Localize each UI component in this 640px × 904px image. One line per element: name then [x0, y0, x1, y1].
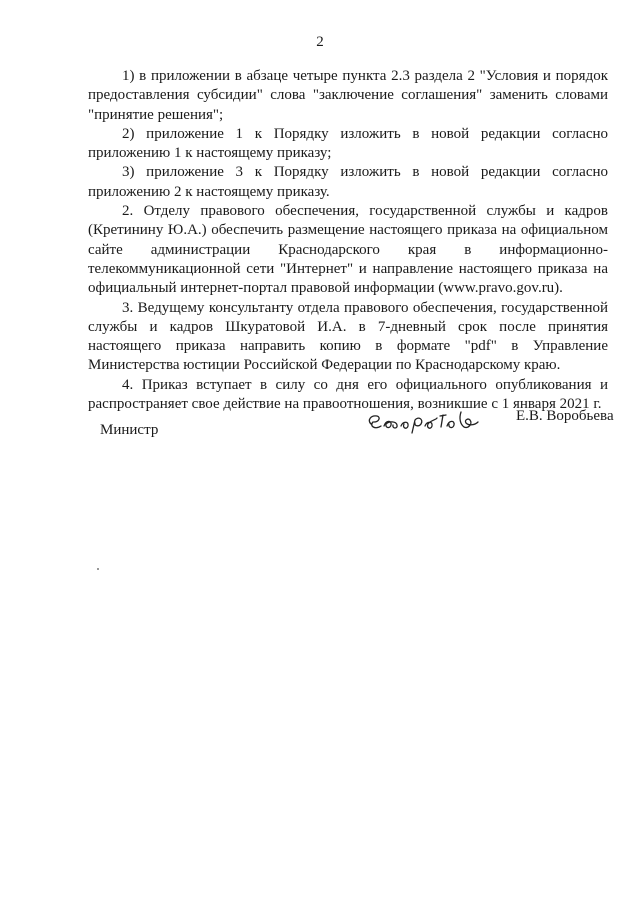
signature-block: [0, 406, 640, 446]
paragraph-item-3: 3. Ведущему консультанту отдела правового обеспечения, государственной службы и кадров Шкуратовой И.А. в 7-дневный срок после принятия настоящего приказа направить копию в формате "pdf" в Управление Министерства юстиции Российской Федерации по Краснодарскому краю.: [88, 299, 608, 374]
document-body: [88, 67, 608, 414]
paragraph-amendment-1: 1) в приложении в абзаце четыре пункта 2.3 раздела 2 "Условия и порядок предоставления субсидии" слова "заключение соглашения" заменить словами "принятие решения";: [88, 68, 608, 123]
signer-name: Е.В. Воробьева: [516, 408, 614, 424]
paragraph-amendment-3: 3) приложение 3 к Порядку изложить в новой редакции согласно приложению 2 к настоящему приказу.: [88, 164, 608, 200]
paragraph-amendment-2: 2) приложение 1 к Порядку изложить в новой редакции согласно приложению 1 к настоящему приказу;: [88, 125, 608, 162]
paragraph-item-4: 4. Приказ вступает в силу со дня его официального опубликования и распространяет свое действие на правоотношения, возникшие с 1 января 2021 г.: [88, 376, 608, 413]
handwritten-signature: [365, 406, 497, 436]
scan-speck: [97, 568, 99, 570]
paragraph-item-2: 2. Отделу правового обеспечения, государственной службы и кадров (Кретинину Ю.А.) обеспечить размещение настоящего приказа на официальном сайте администрации Краснодарского края в информационно-телекоммуникационной сети "Интернет" и направление настоящего приказа на официальный интернет-портал правовой информации (www.pravo.gov.ru).: [88, 203, 608, 297]
page-number: 2: [316, 34, 324, 50]
signer-position: Министр: [100, 422, 159, 438]
